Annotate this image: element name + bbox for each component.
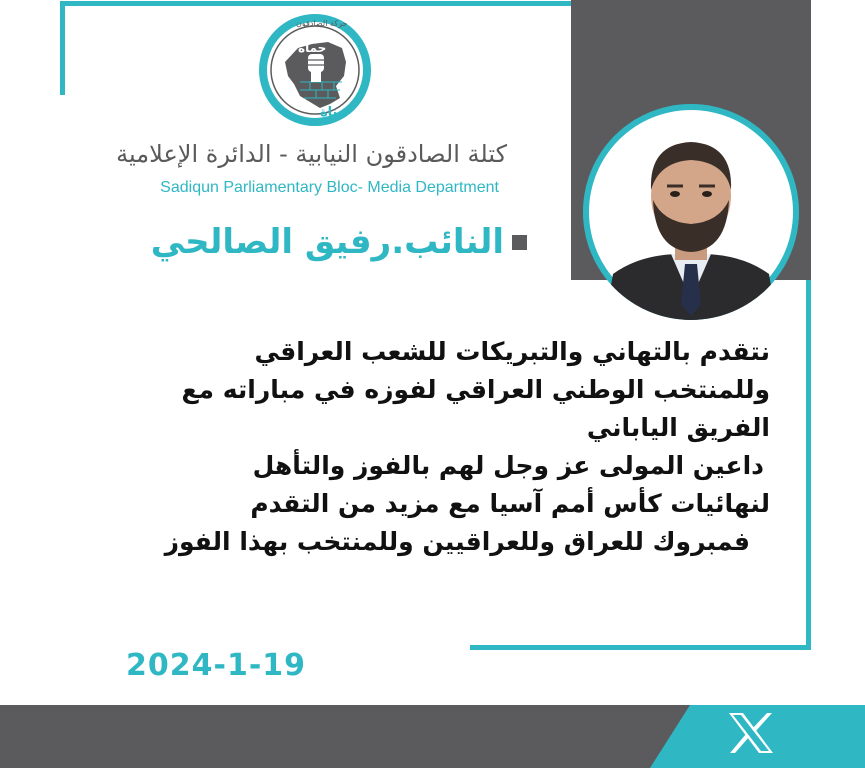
square-bullet-icon <box>512 235 527 250</box>
statement-line-1: نتقدم بالتهاني والتبريكات للشعب العراقي <box>254 337 770 366</box>
mp-name: النائب.رفيق الصالحي <box>150 222 504 262</box>
teal-frame-right <box>806 280 811 650</box>
logo-word-build: بناة <box>320 105 343 120</box>
x-logo-icon[interactable] <box>727 711 775 755</box>
org-name-english: Sadiqun Parliamentary Bloc- Media Department <box>160 179 499 196</box>
org-name-arabic: كتلة الصادقون النيابية - الدائرة الإعلامية <box>116 140 507 168</box>
mp-name-row <box>151 222 527 262</box>
statement-line-5: لنهائيات كأس أمم آسيا مع مزيد من التقدم <box>250 489 770 518</box>
statement-line-3: الفريق الياباني <box>586 413 770 442</box>
statement-line-6: فمبروك للعراق وللعراقيين وللمنتخب بهذا الفوز <box>164 527 750 556</box>
mp-portrait <box>583 104 799 320</box>
statement-line-4: داعين المولى عز وجل لهم بالفوز والتأهل <box>252 451 764 480</box>
statement-date: 2024-1-19 <box>126 648 307 683</box>
statement-body <box>110 333 770 561</box>
statement-line-2: وللمنتخب الوطني العراقي لفوزه في مباراته مع <box>181 375 770 404</box>
logo-ring-text: حركة الصادقون <box>296 19 348 28</box>
teal-frame-left <box>60 1 65 95</box>
logo-word-protect: حماة <box>298 41 327 55</box>
teal-frame-top <box>60 1 571 6</box>
teal-frame-bottom <box>470 645 811 650</box>
sadiqun-logo <box>250 12 380 130</box>
